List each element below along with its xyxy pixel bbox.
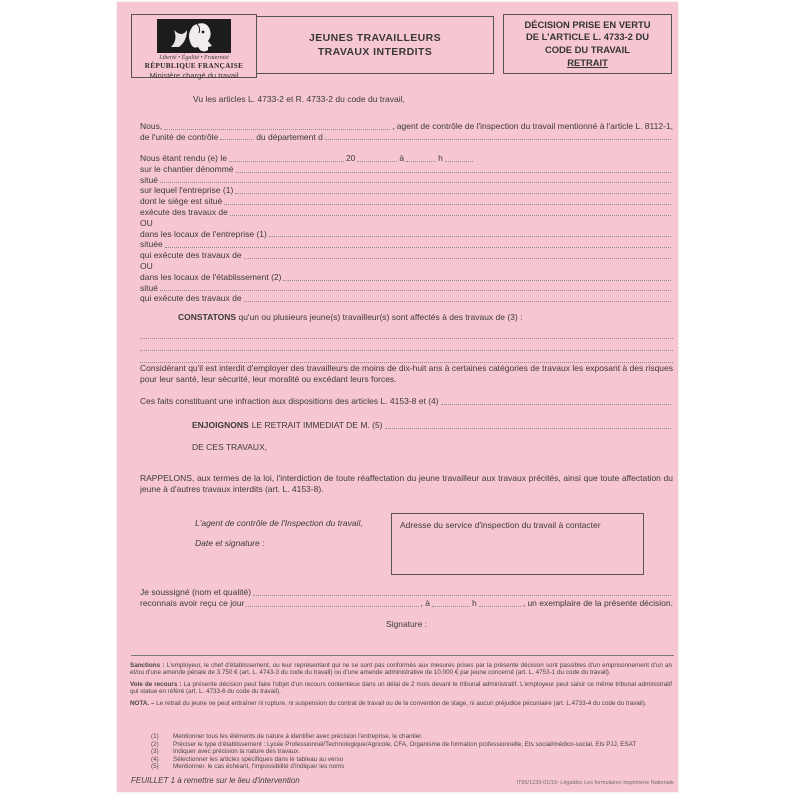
dotted-fill: [230, 214, 671, 216]
field-line-recu: [140, 598, 673, 609]
inspection-address-box: [391, 513, 644, 575]
dotted-fill: [244, 257, 671, 259]
footnote-text: Sélectionner les articles spécifiques dans le tableau au verso: [173, 755, 344, 763]
footnote-item: [130, 756, 672, 764]
dotted-fill: [246, 605, 418, 607]
dotted-fill: [357, 160, 397, 162]
footnote-text: Mentionner, le cas échéant, l'impossibilité d'indiquer les noms: [173, 763, 345, 771]
receipt-block: [140, 587, 673, 609]
field-line-situe: [140, 175, 673, 186]
footnote-text: Préciser le type d'établissement : Lycée Professionnel/Technologique/Agricole, CFA, Organisme de formation professionnelle, Ets social/médico-social, Ets PJJ, ESAT: [173, 740, 637, 748]
sanctions-paragraph: [130, 662, 672, 677]
footnote-item: [130, 763, 672, 771]
dotted-fill: [160, 289, 671, 291]
decision-retrait: RETRAIT: [567, 56, 608, 68]
footnote-number: (4): [151, 755, 159, 763]
inspection-address-label: Adresse du service d'inspection du travail à contacter: [400, 520, 601, 530]
dotted-fill: [224, 203, 671, 205]
dotted-fill: [269, 235, 671, 237]
faits-label: Ces faits constituant une infraction aux dispositions des articles L. 4153-8 et (4): [140, 396, 439, 406]
identification-block: [140, 121, 673, 142]
form-title-line1: JEUNES TRAVAILLEURS: [308, 32, 442, 44]
footnote-number: (1): [151, 733, 159, 740]
recu-rest: , un exemplaire de la présente décision.: [522, 598, 673, 608]
field-line-entreprise: [140, 185, 673, 196]
dotted-fill: [160, 181, 671, 183]
form-title-line2: TRAVAUX INTERDITS: [317, 46, 433, 58]
footnote-item: [130, 748, 672, 756]
date-signature-label: Date et signature :: [195, 538, 265, 548]
field-line-execute-b: [140, 250, 673, 261]
republique-francaise-logo-box: [131, 14, 257, 78]
nota-text: Le retrait du jeune ne peut entraîner ni rupture, ni suspension du contrat de travail ou de la convention de stage, ni aucun préjudice pécuniaire (art. L.4733-4 du code du travail).: [156, 699, 647, 707]
ou-separator-2: [140, 261, 673, 272]
feuillet-note: FEUILLET 1 à remettre sur le lieu d'intervention: [131, 776, 300, 785]
dotted-fill: [283, 279, 671, 281]
nous-label: Nous,: [140, 121, 163, 131]
footer-divider: [131, 655, 674, 656]
field-line-rendu: [140, 153, 470, 164]
rendu-label: Nous étant rendu (e) le: [140, 153, 227, 163]
enjoignons-rest: LE RETRAIT IMMEDIAT DE M. (5): [251, 420, 383, 430]
footnote-number: (5): [151, 763, 159, 771]
vu-articles-line: Vu les articles L. 4733-2 et R. 4733-2 du code du travail,: [193, 94, 405, 104]
dotted-fill: [325, 138, 671, 140]
dotted-fill: [385, 427, 671, 429]
footnote-item: [130, 733, 672, 741]
situee-label: située: [140, 239, 163, 250]
field-line-situee: [140, 239, 673, 250]
form-title-box: [256, 16, 494, 74]
execute-label: qui exécute des travaux de: [140, 250, 242, 261]
footnote-text: Mentionner tous les éléments de nature à identifier avec précision l'entreprise, le chantier.: [173, 733, 423, 740]
ou-label: OU: [140, 260, 153, 271]
execute-label: qui exécute des travaux de: [140, 293, 242, 304]
locaux-entreprise-label: dans les locaux de l'entreprise (1): [140, 228, 267, 239]
locaux-etablissement-label: dans les locaux de l'établissement (2): [140, 271, 282, 282]
enjoignons-word: ENJOIGNONS: [192, 420, 249, 430]
dotted-fill: [235, 192, 671, 194]
decision-reference-box: [503, 14, 672, 74]
voie-label: Voie de recours :: [130, 680, 182, 688]
field-line-nous: [140, 121, 673, 132]
legal-notices-block: [130, 662, 672, 711]
nota-paragraph: [130, 700, 672, 707]
dotted-fill: [229, 160, 344, 162]
dotted-fill: [253, 594, 671, 596]
voie-de-recours-paragraph: [130, 681, 672, 696]
field-line-siege: [140, 196, 673, 207]
sanctions-label: Sanctions :: [130, 662, 165, 669]
constatons-word: CONSTATONS: [178, 312, 237, 322]
field-line-soussigne: [140, 587, 673, 598]
signature-label: Signature :: [385, 619, 428, 629]
constatons-fill-lines: [140, 327, 673, 363]
rappelons-paragraph: RAPPELONS, aux termes de la loi, l'interdiction de toute réaffectation du jeune travailleur aux travaux précités, ainsi que toute affectation du jeune à d'autres travaux interdits (art. L. 4153-8).: [140, 473, 673, 495]
logo-republique: RÉPUBLIQUE FRANÇAISE: [144, 60, 244, 70]
nota-label: NOTA. –: [130, 699, 155, 707]
field-line-unite: [140, 132, 673, 143]
dotted-fill: [479, 605, 521, 607]
field-line-execute-c: [140, 293, 673, 304]
footnote-item: [130, 741, 672, 749]
recu-label: reconnais avoir reçu ce jour: [140, 598, 245, 608]
footnote-number: (2): [151, 740, 159, 748]
site-block: [140, 153, 673, 304]
de-ces-travaux-line: DE CES TRAVAUX,: [192, 442, 268, 452]
constatons-rest: qu'un ou plusieurs jeune(s) travailleur(s) sont affectés à des travaux de (3) :: [238, 312, 523, 322]
dotted-fill: [236, 171, 671, 173]
recu-at: , à: [420, 598, 430, 608]
siege-label: dont le siège est situé: [140, 196, 223, 207]
dotted-fill: [164, 128, 390, 130]
dotted-fill: [244, 300, 671, 302]
recu-hour: h: [472, 598, 477, 608]
decision-line1: DÉCISION PRISE EN VERTU: [524, 18, 651, 30]
situe-label: situé: [140, 282, 158, 293]
decision-line3: CODE DU TRAVAIL: [544, 44, 631, 55]
dotted-fill: [140, 339, 673, 351]
marianne-icon: [157, 19, 231, 53]
field-line-chantier: [140, 164, 673, 175]
dotted-fill: [432, 605, 470, 607]
dotted-fill: [445, 160, 473, 162]
soussigne-label: Je soussigné (nom et qualité): [140, 587, 252, 597]
decision-line2: DE L'ARTICLE L. 4733-2 DU: [525, 31, 650, 43]
constatons-line: [140, 312, 673, 323]
dotted-fill: [140, 351, 673, 363]
field-line-locaux-etablissement: [140, 272, 673, 283]
voie-text: La présente décision peut faire l'objet d'un recours contentieux dans un délai de 2 mois devant le tribunal administratif. L'employeur peut saisir ce même tribunal administratif qui statue en référé (art. L. 4733-6 du code du travail).: [130, 680, 673, 696]
footnote-number: (3): [151, 748, 159, 756]
entreprise-label: sur lequel l'entreprise (1): [140, 185, 234, 196]
departement-label: du département d: [256, 131, 323, 142]
footnotes-block: [130, 733, 672, 771]
dotted-fill: [140, 327, 673, 339]
rendu-hour: h: [438, 153, 443, 163]
nous-rest: , agent de contrôle de l'inspection du travail mentionné à l'article L. 8112-1,: [392, 121, 673, 131]
dotted-fill: [406, 160, 436, 162]
logo-ministere: Ministère chargé du travail: [149, 71, 239, 80]
rendu-at: à: [399, 153, 405, 163]
form-sheet: [117, 2, 678, 792]
chantier-label: sur le chantier dénommé: [140, 163, 234, 174]
sanctions-text: L'employeur, le chef d'établissement, ou leur représentant qui ne se sont pas conformés aux mesures prises par la présente décision sont passibles d'un emprisonnement d'un an et/ou d'une amende pénale de 3.750 € (art. L. 4743-3 du code du travail) ou d'une amende administrative de 10.000 € par jeune concerné (art. L. 4753-1 du code du travail).: [130, 662, 672, 677]
field-line-faits: [140, 396, 673, 407]
ou-separator-1: [140, 218, 673, 229]
dotted-fill: [441, 403, 671, 405]
ou-label: OU: [140, 217, 153, 228]
field-line-situe-b: [140, 283, 673, 294]
field-line-execute-a: [140, 207, 673, 218]
field-line-enjoignons: [140, 420, 673, 431]
considerant-paragraph: Considérant qu'il est interdit d'employer des travailleurs de moins de dix-huit ans à certaines catégories de travaux les exposant à des risques pour leur santé, leur sécurité, leur moralité ou excédant leurs forces.: [140, 363, 673, 384]
field-line-locaux-entreprise: [140, 229, 673, 240]
rendu-year: 20: [345, 153, 356, 163]
logo-motto: Liberté • Égalité • Fraternité: [159, 55, 229, 61]
agent-signature-label: L'agent de contrôle de l'Inspection du travail,: [195, 518, 363, 528]
dotted-fill: [165, 246, 671, 248]
print-reference: IT95/1233-01/19- Légaldoc Les formulaires Imprimerie Nationale: [516, 780, 674, 786]
unite-label: de l'unité de contrôle: [140, 131, 219, 142]
execute-label: exécute des travaux de: [140, 206, 228, 217]
situe-label: situé: [140, 174, 158, 185]
footnote-text: Indiquer avec précision la nature des travaux.: [173, 748, 301, 756]
dotted-fill: [220, 138, 254, 140]
